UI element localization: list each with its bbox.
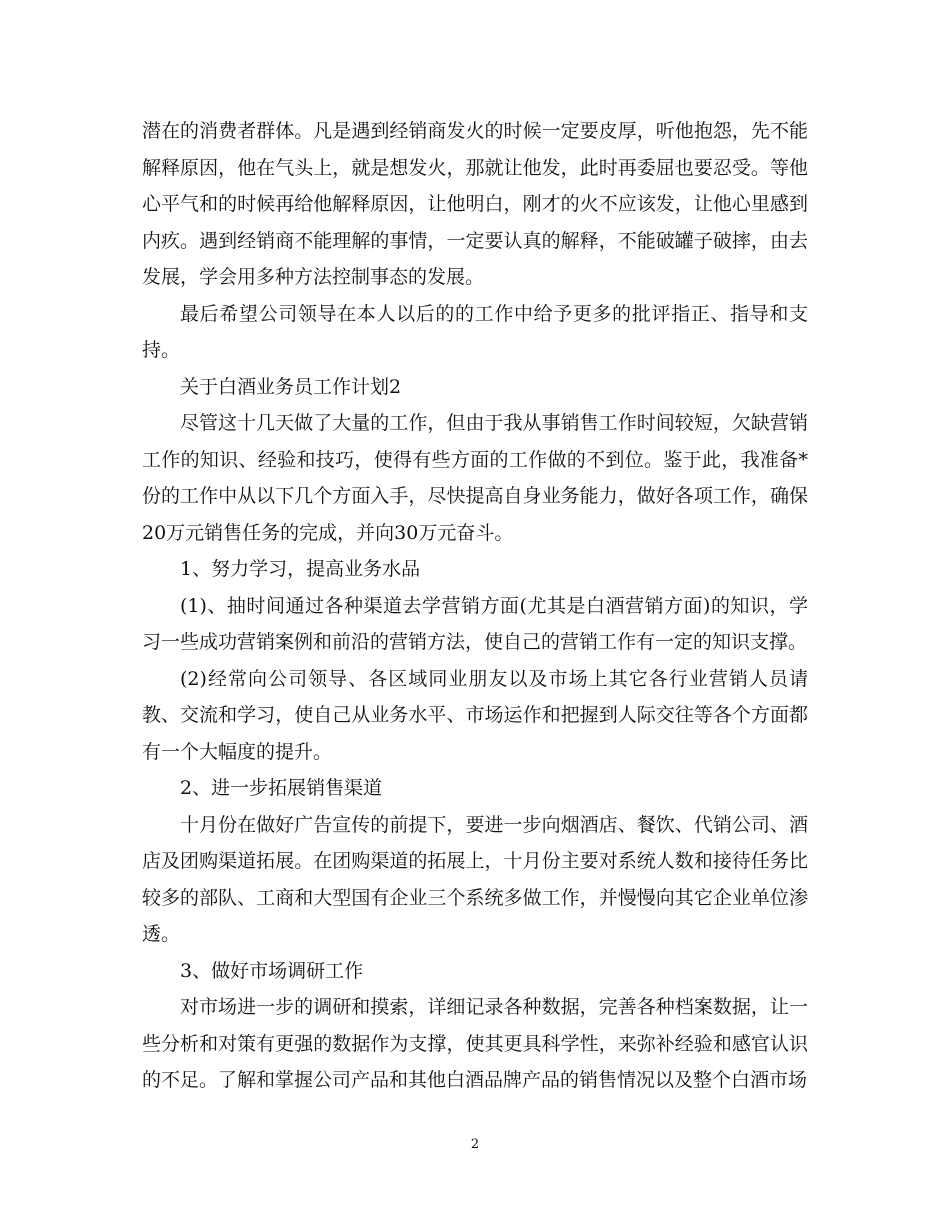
section-title: 关于白酒业务员工作计划2	[180, 375, 402, 398]
paragraph-7: 对市场进一步的调研和摸索，详细记录各种数据，完善各种档案数据，让一些分析和对策有更强的数据作为支撑，使其更具科学性，来弥补经验和感官认识的不足。了解和掌握公司产品和其他白酒品牌产品的销售情况以及整个白酒市场	[142, 996, 808, 1091]
document-body	[142, 113, 808, 1099]
paragraph-3: 尽管这十几天做了大量的工作，但由于我从事销售工作时间较短，欠缺营销工作的知识、经验和技巧，使得有些方面的工作做的不到位。鉴于此，我准备*份的工作中从以下几个方面入手，尽快提高自身业务能力，做好各项工作，确保20万元销售任务的完成，并向30万元奋斗。	[142, 412, 808, 544]
paragraph-4: (1)、抽时间通过各种渠道去学营销方面(尤其是白酒营销方面)的知识，学习一些成功营销案例和前沿的营销方法，使自己的营销工作有一定的知识支撑。	[142, 594, 808, 653]
heading-2: 2、进一步拓展销售渠道	[180, 777, 383, 799]
paragraph-6: 十月份在做好广告宣传的前提下，要进一步向烟酒店、餐饮、代销公司、酒店及团购渠道拓展。在团购渠道的拓展上，十月份主要对系统人数和接待任务比较多的部队、工商和大型国有企业三个系统多做工作，并慢慢向其它企业单位渗透。	[142, 813, 808, 945]
paragraph-5: (2)经常向公司领导、各区域同业朋友以及市场上其它各行业营销人员请教、交流和学习，使自己从业务水平、市场运作和把握到人际交往等各个方面都有一个大幅度的提升。	[142, 667, 808, 763]
heading-1: 1、努力学习，提高业务水品	[180, 558, 421, 580]
heading-3: 3、做好市场调研工作	[180, 959, 364, 982]
page-number: 2	[470, 1137, 480, 1152]
paragraph-1: 潜在的消费者群体。凡是遇到经销商发火的时候一定要皮厚，听他抱怨，先不能解释原因，他在气头上，就是想发火，那就让他发，此时再委屈也要忍受。等他心平气和的时候再给他解释原因，让他明白，刚才的火不应该发，让他心里感到内疚。遇到经销商不能理解的事情，一定要认真的解释，不能破罐子破摔，由去发展，学会用多种方法控制事态的发展。	[142, 120, 808, 288]
paragraph-2: 最后希望公司领导在本人以后的的工作中给予更多的批评指正、指导和支持。	[142, 302, 808, 361]
